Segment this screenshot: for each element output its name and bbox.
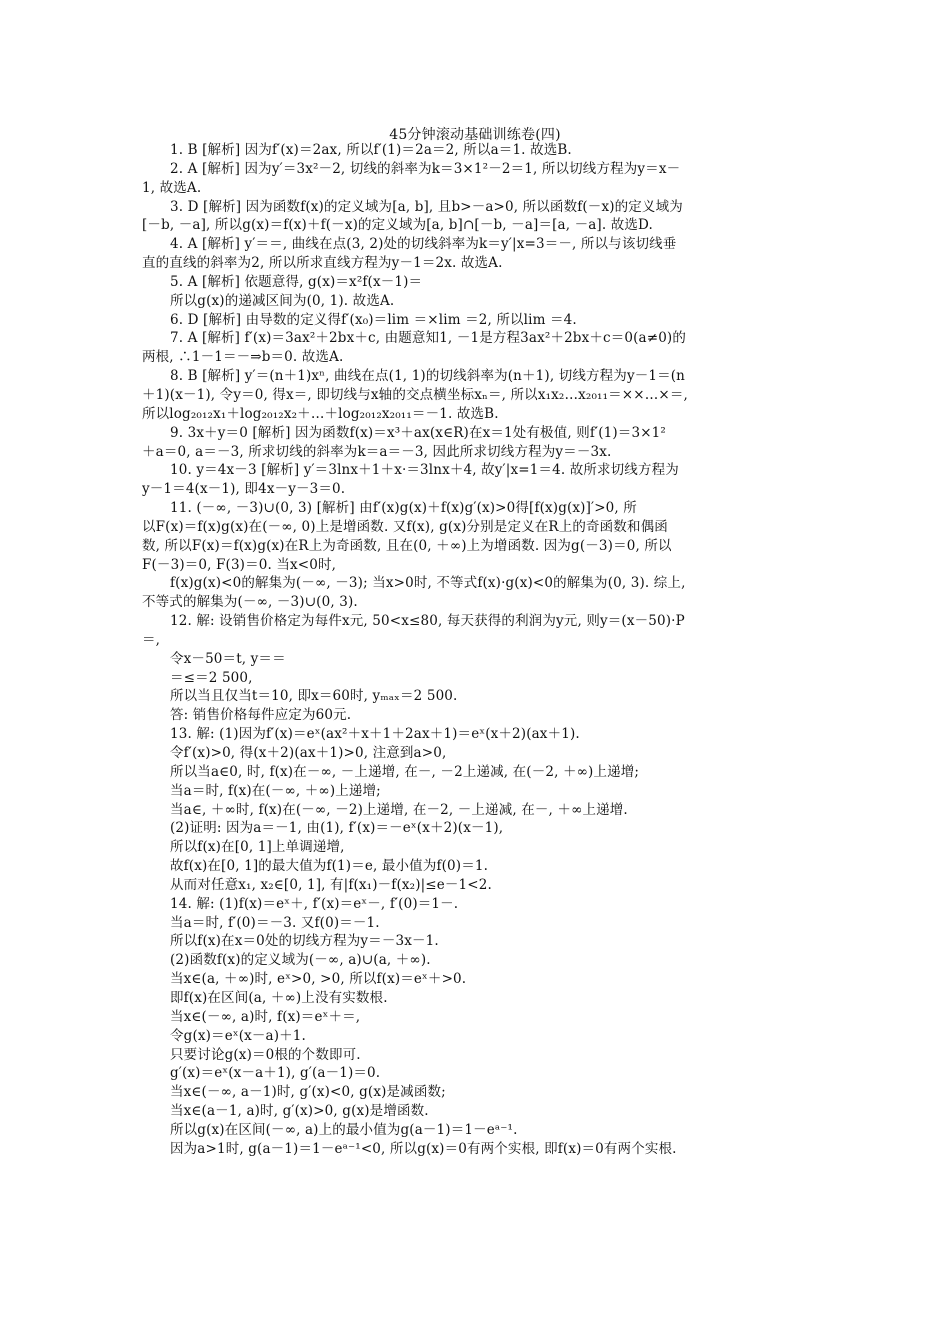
text-line: 当a∈, ＋∞时, f(x)在(－∞, －2)上递增, 在－2, －上递减, 在－, ＋∞上递增. bbox=[170, 801, 628, 818]
text-line: 6. D [解析] 由导数的定义得f′(x₀)＝lim ＝×lim ＝2, 所以lim ＝4. bbox=[170, 311, 577, 328]
text-line: (2)函数f(x)的定义域为(－∞, a)∪(a, ＋∞). bbox=[170, 952, 431, 969]
text-line: (2)证明: 因为a＝－1, 由(1), f′(x)＝－eˣ(x＋2)(x－1), bbox=[170, 820, 504, 837]
text-line: 所以f(x)在x＝0处的切线方程为y＝－3x－1. bbox=[170, 933, 439, 950]
text-line: ＝≤＝2 500, bbox=[170, 669, 253, 686]
text-line: ＋1)(x－1), 令y＝0, 得x＝, 即切线与x轴的交点横坐标xₙ＝, 所以x₁x₂…x₂₀₁₁＝××…×＝, bbox=[142, 386, 688, 403]
text-line: 11. (－∞, －3)∪(0, 3) [解析] 由f′(x)g(x)＋f(x)g′(x)>0得[f(x)g(x)]′>0, 所 bbox=[170, 500, 637, 517]
text-line: 1. B [解析] 因为f′(x)＝2ax, 所以f′(1)＝2a＝2, 所以a＝1. 故选B. bbox=[170, 142, 572, 158]
text-line: 故f(x)在[0, 1]的最大值为f(1)＝e, 最小值为f(0)＝1. bbox=[170, 858, 489, 875]
text-line: 8. B [解析] y′＝(n＋1)xⁿ, 曲线在点(1, 1)的切线斜率为(n＋1), 切线方程为y－1＝(n bbox=[170, 368, 686, 385]
text-line: 14. 解: (1)f(x)＝eˣ＋, f′(x)＝eˣ－, f′(0)＝1－. bbox=[170, 895, 459, 912]
text-line: ＝, bbox=[142, 631, 161, 648]
text-line: F(－3)＝0, F(3)＝0. 当x<0时, bbox=[142, 556, 337, 573]
text-line: 当x∈(－∞, a)时, f(x)＝eˣ＋＝, bbox=[170, 1008, 361, 1025]
text-line: 10. y＝4x－3 [解析] y′＝3lnx＋1＋x·＝3lnx＋4, 故y′|x=1＝4. 故所求切线方程为 bbox=[170, 462, 679, 479]
text-line: 12. 解: 设销售价格定为每件x元, 50<x≤80, 每天获得的利润为y元, 则y＝(x－50)·P bbox=[170, 613, 685, 630]
text-line: 不等式的解集为(－∞, －3)∪(0, 3). bbox=[142, 594, 358, 611]
text-line: 当x∈(a－1, a)时, g′(x)>0, g(x)是增函数. bbox=[170, 1103, 429, 1120]
text-line: [－b, －a], 所以g(x)＝f(x)＋f(－x)的定义域为[a, b]∩[－b, －a]＝[a, －a]. 故选D. bbox=[142, 217, 653, 234]
text-line: 所以g(x)在区间(－∞, a)上的最小值为g(a－1)＝1－eᵃ⁻¹. bbox=[170, 1121, 518, 1138]
text-line: 3. D [解析] 因为函数f(x)的定义域为[a, b], 且b>－a>0, 所以函数f(－x)的定义域为 bbox=[170, 198, 683, 215]
text-line: 13. 解: (1)因为f′(x)＝eˣ(ax²＋x＋1＋2ax＋1)＝eˣ(x＋2)(ax＋1). bbox=[170, 726, 580, 743]
text-line: g′(x)＝eˣ(x－a＋1), g′(a－1)＝0. bbox=[170, 1065, 381, 1082]
document-title: 45分钟滚动基础训练卷(四) bbox=[389, 127, 561, 143]
text-line: 2. A [解析] 因为y′＝3x²－2, 切线的斜率为k＝3×1²－2＝1, 所以切线方程为y＝x－ bbox=[170, 160, 681, 177]
text-line: ＋a＝0, a＝－3, 所求切线的斜率为k＝a＝－3, 因此所求切线方程为y＝－3x. bbox=[142, 443, 612, 460]
text-line: 当x∈(－∞, a－1)时, g′(x)<0, g(x)是减函数; bbox=[170, 1084, 446, 1101]
text-line: 1, 故选A. bbox=[142, 179, 202, 196]
text-line: 令x－50＝t, y＝＝ bbox=[170, 650, 286, 667]
text-line: 所以当a∈0, 时, f(x)在－∞, －上递增, 在－, －2上递减, 在(－2, ＋∞)上递增; bbox=[170, 763, 640, 780]
text-line: 当a＝时, f′(0)＝－3. 又f(0)＝－1. bbox=[170, 914, 380, 931]
text-line: 直的直线的斜率为2, 所以所求直线方程为y－1＝2x. 故选A. bbox=[142, 255, 503, 272]
text-line: 7. A [解析] f′(x)＝3ax²＋2bx＋c, 由题意知1, －1是方程3ax²＋2bx＋c＝0(a≠0)的 bbox=[170, 330, 686, 347]
text-line: 5. A [解析] 依题意得, g(x)＝x²f(x－1)＝ bbox=[170, 273, 423, 290]
text-line: 所以当且仅当t＝10, 即x＝60时, yₘₐₓ＝2 500. bbox=[170, 688, 458, 705]
text-line: 所以g(x)的递减区间为(0, 1). 故选A. bbox=[170, 292, 395, 309]
text-line: 当x∈(a, ＋∞)时, eˣ>0, >0, 所以f(x)＝eˣ＋>0. bbox=[170, 971, 467, 988]
text-line: 所以log₂₀₁₂x₁＋log₂₀₁₂x₂＋…＋log₂₀₁₂x₂₀₁₁＝－1. 故选B. bbox=[142, 405, 499, 422]
text-line: 数, 所以F(x)＝f(x)g(x)在R上为奇函数, 且在(0, ＋∞)上为增函数. 因为g(－3)＝0, 所以 bbox=[142, 537, 672, 554]
text-line: 令g(x)＝eˣ(x－a)＋1. bbox=[170, 1027, 306, 1044]
text-line: 两根, ∴1－1＝－⇒b＝0. 故选A. bbox=[142, 349, 344, 366]
text-line: 所以f(x)在[0, 1]上单调递增, bbox=[170, 839, 345, 856]
document-body bbox=[142, 141, 812, 1159]
text-line: 以F(x)＝f(x)g(x)在(－∞, 0)上是增函数. 又f(x), g(x)分别是定义在R上的奇函数和偶函 bbox=[142, 518, 668, 535]
text-line: 令f′(x)>0, 得(x＋2)(ax＋1)>0, 注意到a>0, bbox=[170, 745, 447, 761]
text-line: y－1＝4(x－1), 即4x－y－3＝0. bbox=[142, 481, 346, 498]
text-line: f(x)g(x)<0的解集为(－∞, －3); 当x>0时, 不等式f(x)·g(x)<0的解集为(0, 3). 综上, bbox=[170, 575, 686, 592]
text-line: 因为a>1时, g(a－1)＝1－eᵃ⁻¹<0, 所以g(x)＝0有两个实根, 即f(x)＝0有两个实根. bbox=[170, 1140, 677, 1157]
text-line: 即f(x)在区间(a, ＋∞)上没有实数根. bbox=[170, 989, 388, 1006]
text-line: 答: 销售价格每件应定为60元. bbox=[170, 707, 352, 724]
text-line: 9. 3x＋y＝0 [解析] 因为函数f(x)＝x³＋ax(x∈R)在x＝1处有极值, 则f′(1)＝3×1² bbox=[170, 424, 666, 441]
text-line: 4. A [解析] y′＝＝, 曲线在点(3, 2)处的切线斜率为k＝y′|x=3＝－, 所以与该切线垂 bbox=[170, 236, 677, 253]
text-line: 当a＝时, f(x)在(－∞, ＋∞)上递增; bbox=[170, 782, 381, 799]
text-line: 从而对任意x₁, x₂∈[0, 1], 有|f(x₁)－f(x₂)|≤e－1<2. bbox=[170, 876, 492, 893]
text-line: 只要讨论g(x)＝0根的个数即可. bbox=[170, 1046, 361, 1063]
